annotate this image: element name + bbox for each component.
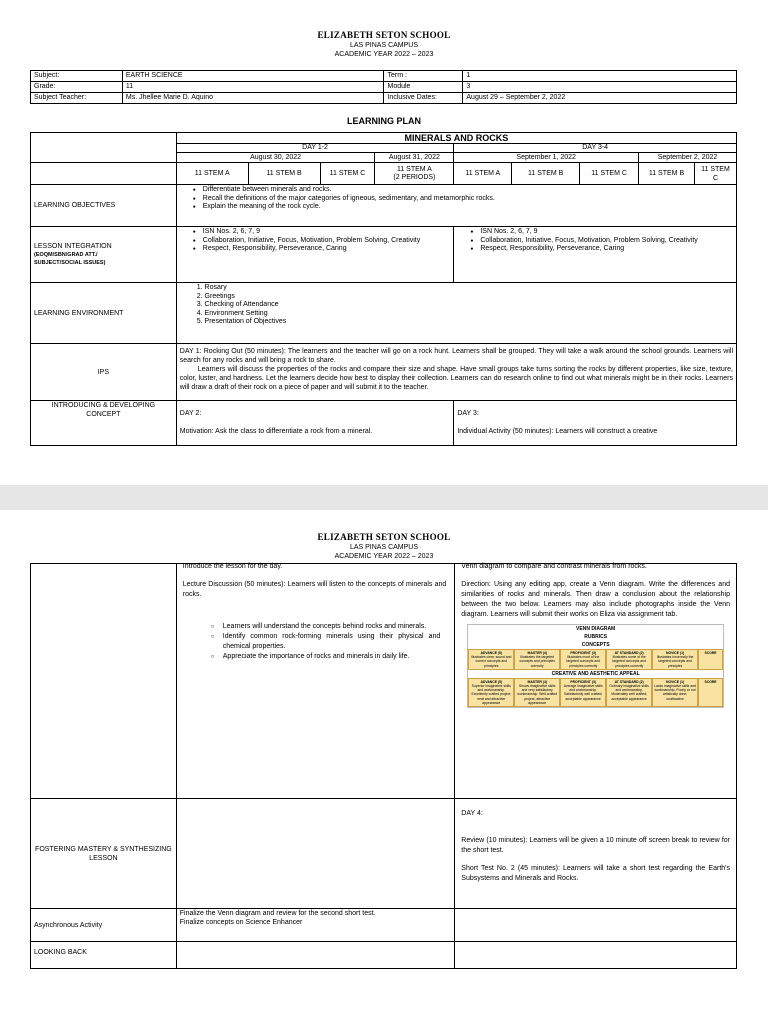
rubric-cell — [652, 678, 698, 707]
venn-line: Venn diagram to compare and contrast minerals from rocks. — [461, 563, 647, 570]
info-table — [30, 70, 737, 104]
rubric-desc: Superior imaginative skills and workmanship. Excellently crafted project; neat and attractive appearance — [471, 684, 512, 705]
looking-back-left — [176, 942, 455, 969]
individual-activity-text: Individual Activity (50 minutes): Learners will construct a creative — [457, 428, 658, 435]
rubric-cell — [652, 649, 698, 670]
lecture-item: ○ Learners will understand the concepts behind rocks and minerals. — [211, 622, 441, 632]
lecture-item: ○ Identify common rock-forming minerals using their physical and chemical properties. — [211, 632, 441, 652]
rubric-cell — [606, 678, 652, 707]
rubric-desc: Average imaginative skills and workmanship. Satisfactorily well crafted; acceptable appearance — [563, 684, 603, 701]
date-sep-1: September 1, 2022 — [454, 153, 639, 163]
integration-item: ● ISN Nos. 2, 6, 7, 9 — [191, 228, 451, 237]
ips-label: IPS — [31, 344, 177, 401]
rubric-desc: Lacks imaginative skills and workmanship. Poorly or not artistically done; unattractive — [654, 684, 696, 701]
integration-sublabel: SUBJECT/SOCIAL ISSUES) — [34, 260, 106, 266]
section-cell: 11 STEM C — [320, 163, 375, 185]
page-header — [0, 532, 768, 561]
async-line-2: Finalize concepts on Science Enhancer — [179, 919, 303, 926]
async-line-1: Finalize the Venn diagram and review for the second short test. — [179, 910, 376, 917]
page-header — [0, 30, 768, 59]
rubric-head: NOVICE (1) — [666, 679, 685, 684]
integration-item: ● Respect, Responsibility, Perseverance, Caring — [191, 245, 451, 254]
rubric-cell — [698, 678, 723, 707]
day-3-4-header: DAY 3-4 — [454, 144, 737, 153]
school-name: ELIZABETH SETON SCHOOL — [317, 532, 451, 542]
section-cell: 11 STEM A — [454, 163, 512, 185]
section-cell: 11 STEM B — [512, 163, 580, 185]
teacher-value: Ms. Jhellee Marie D. Aquino — [122, 93, 384, 104]
day-1-2-header: DAY 1-2 — [176, 144, 454, 153]
learning-plan-continued-table — [30, 563, 737, 969]
rubric-desc: Illustrates some of the targeted concepts and principles correctly — [612, 655, 646, 668]
introducing-label: INTRODUCING & DEVELOPING CONCEPT — [31, 401, 177, 446]
section-cell: 11 STEM B — [639, 163, 695, 185]
rubric-head: AT STANDARD (2) — [614, 679, 644, 684]
objective-item: ● Recall the definitions of the major categories of igneous, sedimentary, and metamorphic rocks. — [191, 195, 733, 204]
blank-label-cell — [31, 564, 177, 799]
rubric-head: MASTER (4) — [527, 651, 547, 655]
page-gap — [0, 485, 768, 510]
objective-item: ● Differentiate between minerals and rocks. — [191, 186, 733, 195]
rubric-cell — [560, 678, 606, 707]
review-text: Review (10 minutes): Learners will be given a 10 minute off screen break to review for the short test. — [461, 837, 730, 854]
rubric-section-creative: CREATIVE AND AESTHETIC APPEAL — [468, 670, 723, 678]
rubric-desc: Illustrates most of the targeted concepts and principles correctly — [566, 655, 600, 668]
rubric-title: VENN DIAGRAM — [576, 626, 616, 632]
rubric-head: ADVANCE (5) — [480, 651, 503, 655]
term-value: 1 — [463, 71, 737, 82]
environment-item: 5. Presentation of Objectives — [196, 318, 287, 325]
rubric-cell — [560, 649, 606, 670]
rubric-section-concepts: CONCEPTS — [468, 641, 723, 649]
integration-label — [31, 227, 177, 283]
integration-item: ● Collaboration, Initiative, Focus, Motivation, Problem Solving, Creativity — [468, 237, 733, 246]
async-label: Asynchronous Activity — [31, 909, 177, 942]
environment-content — [176, 283, 736, 344]
environment-label: LEARNING ENVIRONMENT — [31, 283, 177, 344]
integration-title: LESSON INTEGRATION — [34, 243, 112, 250]
lecture-item: ○ Appreciate the importance of rocks and minerals in daily life. — [211, 652, 441, 662]
campus-name: LAS PINAS CAMPUS — [349, 42, 419, 49]
environment-item: 4. Environment Setting — [196, 309, 268, 317]
rubric-cell — [514, 678, 560, 707]
rubric-desc: Illustrates clear, sound and correct concepts and principles — [471, 655, 512, 668]
rubric-cell — [606, 649, 652, 670]
rubric-head: ADVANCE (5) — [480, 679, 503, 684]
fostering-label: FOSTERING MASTERY & SYNTHESIZING LESSON — [31, 799, 177, 909]
rubric-desc: Illustrates incorrectly the targeted concepts and principles — [656, 655, 694, 668]
rubric-cell — [468, 649, 514, 670]
rubric-head: AT STANDARD (2) — [614, 651, 644, 655]
integration-item: ● ISN Nos. 2, 6, 7, 9 — [468, 228, 733, 237]
ips-paragraph-2: Learners will discuss the properties of the rocks and compare their size and shape. Have small groups take turns sorting the rocks by different properties, like size, texture, color, luster, and hardness. Let the learners decide how best to display their collection. Learners can do research online to find out what minerals might be in their rocks. Learners will draw a draft of their rock on a piece of paper and will submit it to the teacher. — [179, 366, 733, 391]
fostering-left — [176, 799, 455, 909]
rubric-head: SCORE — [704, 679, 717, 684]
rubric-subtitle: RUBRICS — [584, 634, 608, 640]
direction-text: Direction: Using any editing app, create a Venn diagram. Write the differences and similarities of rocks and minerals. Then draw a conclusion about the relationship between the two below. Learners may also include photographs inside the Venn diagram. Learners will submit their works on Eliza via assignment tab. — [461, 581, 730, 618]
lecture-cell — [176, 564, 455, 799]
lecture-text: Lecture Discussion (50 minutes): Learners will listen to the concepts of minerals and rocks. — [182, 581, 447, 598]
introducing-day2 — [176, 401, 454, 446]
term-label: Term : — [384, 71, 463, 82]
academic-year: ACADEMIC YEAR 2022 – 2023 — [334, 51, 434, 58]
rubric-cell — [514, 649, 560, 670]
motivation-text: Motivation: Ask the class to differentiate a rock from a mineral. — [179, 428, 373, 435]
campus-name: LAS PINAS CAMPUS — [349, 544, 419, 551]
learning-plan-title: LEARNING PLAN — [347, 116, 421, 126]
section-cell: 11 STEM B — [248, 163, 320, 185]
document-page-1 — [0, 0, 768, 485]
objectives-content — [176, 185, 736, 227]
rubric-head: SCORE — [704, 651, 717, 655]
grade-value: 11 — [122, 82, 384, 93]
date-aug-30: August 30, 2022 — [176, 153, 375, 163]
environment-item: 1. Rosary — [196, 284, 227, 291]
corner-cell — [31, 133, 177, 163]
school-name: ELIZABETH SETON SCHOOL — [317, 30, 451, 40]
async-content — [176, 909, 455, 942]
learning-plan-table — [30, 132, 737, 446]
environment-item: 2. Greetings — [196, 292, 235, 300]
section-cell: 11 STEM A (2 PERIODS) — [375, 163, 454, 185]
day2-label: DAY 2: — [179, 410, 202, 417]
ips-day1-text: The learners and the teacher will go on a rock hunt. Learners shall be grouped. They will take a walk around the school grounds. Learners will search for any rocks and will bring a rock to share. — [179, 348, 734, 364]
integration-sublabel: (EOQM/SBN/GRAD ATT./ — [34, 252, 98, 258]
objective-item: ● Explain the meaning of the rock cycle. — [191, 203, 733, 212]
topic-title: MINERALS AND ROCKS — [176, 133, 736, 144]
section-cell: 11 STEM C — [694, 163, 736, 185]
dates-value: August 29 – September 2, 2022 — [463, 93, 737, 104]
fostering-right — [455, 799, 737, 909]
async-right — [455, 909, 737, 942]
day4-label: DAY 4: — [461, 810, 483, 817]
rubric-head: MASTER (4) — [527, 679, 547, 684]
integration-right — [454, 227, 737, 283]
environment-item: 3. Checking of Attendance — [196, 301, 279, 308]
grade-label: Grade: — [31, 82, 123, 93]
introducing-day3 — [454, 401, 737, 446]
section-cell: 11 STEM C — [580, 163, 639, 185]
ips-day1-title: DAY 1: Rocking Out (50 minutes): — [179, 348, 286, 355]
rubric-desc: Shows imaginative skills and very satisfactory workmanship. Well-crafted project; attractive appearance — [517, 684, 558, 705]
intro-line: Introduce the lesson for the day. — [182, 563, 283, 570]
rubric-head: NOVICE (1) — [666, 651, 685, 655]
date-aug-31: August 31, 2022 — [375, 153, 454, 163]
rubric-desc: Illustrates the targeted concepts and principles correctly — [519, 655, 555, 668]
ips-paragraph-1 — [180, 347, 733, 365]
subject-value: EARTH SCIENCE — [122, 71, 384, 82]
rubric-cell — [468, 678, 514, 707]
short-test-text: Short Test No. 2 (45 minutes): Learners will take a short test regarding the Earth's Subsystems and Minerals and Rocks. — [461, 865, 730, 882]
integration-left — [176, 227, 454, 283]
integration-item: ● Respect, Responsibility, Perseverance, Caring — [468, 245, 733, 254]
teacher-label: Subject Teacher: — [31, 93, 123, 104]
looking-back-label: LOOKING BACK — [31, 942, 177, 969]
section-cell: 11 STEM A — [176, 163, 248, 185]
module-value: 3 — [463, 82, 737, 93]
rubric-head: PROFICIENT (3) — [570, 651, 596, 655]
ips-content — [176, 344, 736, 401]
day3-label: DAY 3: — [457, 410, 479, 417]
venn-cell — [455, 564, 737, 799]
subject-label: Subject: — [31, 71, 123, 82]
dates-label: Inclusive Dates: — [384, 93, 463, 104]
venn-rubric-image — [467, 624, 724, 708]
rubric-cell — [698, 649, 723, 670]
rubric-desc: Ordinary imaginative skills and workmanship. Moderately well crafted; acceptable appearance — [609, 684, 649, 701]
date-sep-2: September 2, 2022 — [639, 153, 737, 163]
looking-back-right — [455, 942, 737, 969]
integration-item: ● Collaboration, Initiative, Focus, Motivation, Problem Solving, Creativity — [191, 237, 451, 246]
module-label: Module — [384, 82, 463, 93]
rubric-row-creative — [468, 678, 723, 707]
objectives-label: LEARNING OBJECTIVES — [31, 185, 177, 227]
academic-year: ACADEMIC YEAR 2022 – 2023 — [334, 553, 434, 560]
section-row-blank — [31, 163, 177, 185]
rubric-head: PROFICIENT (3) — [570, 679, 596, 684]
rubric-row-concepts — [468, 649, 723, 670]
